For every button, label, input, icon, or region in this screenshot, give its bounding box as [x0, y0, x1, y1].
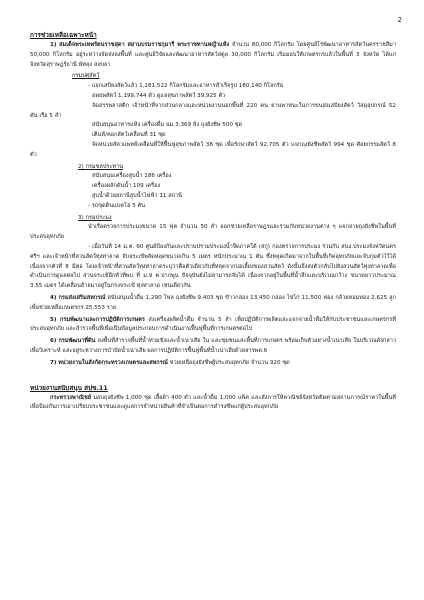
item-title: กรมพัฒนาและการปฏิบัติการเกษตร [59, 316, 145, 323]
item-text: ช่วยเหลือถุงยังชีพผู้ประสบอุทกภัย จำนวน 920 ชุด [169, 359, 290, 366]
list-item: นำเรือตรวจการประมงขนาด 15 ฟุต จำนวน 50 ลำ ออกช่วยเหลือราษฎรและร่วมกับหน่วยงานต่าง ๆ แจกจ่ายถุงยังชีพในพื้นที่ประสบอุทกภัย [30, 224, 396, 241]
paragraph-land-development [30, 337, 396, 357]
sub-heading-livestock-dept: กรมปศุสัตว์ [72, 73, 100, 80]
item-title: กรมส่งเสริมสหกรณ์ [58, 294, 106, 301]
paragraph-1 [30, 41, 396, 70]
page-number: 2 [397, 16, 402, 24]
item-number: 4) [50, 294, 57, 301]
list-item: เครื่องผลักดันน้ำ 109 เครื่อง [92, 183, 161, 190]
item-title: หน่วยงานในสังกัดกระทรวงเกษตรและสหกรณ์ [58, 359, 168, 366]
item-number: 1) [50, 42, 57, 48]
item-number: 7) [50, 359, 57, 366]
list-item: สนับสนุนอาหารแห้ง เครื่องดื่ม นม 3,369 ลิ่ง ถุงยังชีพ 500 ชุด [92, 122, 243, 129]
list-item: จัดหน่วยสัตวแพทย์เคลื่อนที่ให้ฟื้นฟูสุขภาพสัตว์ 38 ชุด เพื่อรักษาสัตว์ 92,705 ตัว แจกถุงยังชีพสัตว์ 994 ชุด ศัลยกรรมสัตว์ 8 ตัว [30, 141, 396, 158]
paragraph-agri-operations [30, 316, 396, 336]
section-heading-immediate-aid: การช่วยเหลือเฉพาะหน้า [30, 31, 97, 39]
list-item: จัดสรรพลาสติก เจ้าหน้าที่จากส่วนกลางและหน่วยงานนอกพื้นที่ 220 คน ยานพาหนะในการขนส่งเสบียงสัตว์ วัสดุอุปกรณ์ 52 คัน เรือ 5 ลำ [30, 102, 396, 119]
list-item: - เมื่อวันที่ 14 ม.ค. 60 ศูนย์ป้องกันและปราบปรามประมงน้ำจืดภาคใต้ (สกู) กองตรวจการประมง ร่วมกับ สนง.ประมงจังหวัดนครศรีฯ และเจ้าหน้าที่สวนสัตว์ทุ่งท่าลาด จับจระเข้พลัดหลุดขนาดเกิน 5 เมตร หนักประมาณ 1 ตัน ซึ่งหลุดเกิดมาจากในพื้นที่เกิดอุทกภัยและจับกุมตัวไว้ได้เนื่องจากตัวที่ 8 มีค่อ โดยเจ้าหน้าที่สวนสัตว์ทุ่งท่าลาดระบุว่าคือตัวเดียวกับที่หลุดจากบ่อเลี้ยงของสวนสัตว์ ดังนั้นจึงส่งตัวกลับไปยังสวนสัตว์ทุ่งท่าลาดเพื่อดำเนินการดูแลต่อไป ส่วนจระเข้อีกตัวที่พบ ที่ ม.9 ต.ปากพูน ปัจจุบันยังไม่สามารถจับได้ เนื่องจากอยู่ในพื้นที่น้ำลึกและบริเวณกว้าง ขนาดยาวประมาณ 3.55 เมตร ได้เคลื่อนย้ายมาอยู่ในกรงจระเข้ ทุ่งท่าลาด เช่นเดียวกัน [30, 243, 396, 290]
paragraph-ministry-units [30, 359, 396, 369]
item-number: 5) [50, 316, 57, 323]
item-number: 6) [50, 338, 57, 345]
item-title: สมเด็จพระเทพรัตนราชสุดา สยามบรมราชกุมารี พระราชทานหญ้าแห้ง [59, 42, 230, 48]
sub-heading-fisheries-dept: 3) กรมประมง [78, 214, 112, 221]
paragraph-commerce-ministry [30, 394, 396, 414]
item-text: จำนวน 80,000 กิโลกรัม โดยศูนย์ไร่พัฒนาอาหารสัตว์นครราชสีมา 50,000 กิโลกรัม อยู่ระหว่างจัดส่งลงพื้นที่ และศูนย์วิจัยและพัฒนาอาหารสัตว์สตูล 30,000 กิโลกรัม เริ่มมอบให้เกษตรกรแล้วในพื้นที่ 3 จังหวัด ได้แก่ จังหวัดสุราษฎร์ธานี พัทลุง สงขลา [30, 42, 396, 68]
sub-heading-irrigation-dept: 2) กรมชลประทาน [78, 163, 124, 170]
list-item: สูบน้ำด้วยสถานีสูบน้ำไฟฟ้า 11 สถานี [92, 192, 182, 199]
list-item: อพยพสัตว์ 1,199,744 ตัว ดูแลสุขภาพสัตว์ 39,925 ตัว [92, 92, 226, 99]
item-title: กรมพัฒนาที่ดิน [58, 338, 96, 345]
item-text: ลงพื้นที่สำรวจพื้นที่น้ำท่วมขังและน้ำเน่าเสีย ใน และชุมชนและพื้นที่การเกษตร พร้อมเก็บตัวอย่างน้ำเน่าเสีย ในบริเวณดังกล่าวเพื่อวิเคราะห์ และอยู่ระหว่างการบำบัดน้ำเน่าเสีย ผลการปฏิบัติการฟื้นฟูพื้นที่น้ำเน่าเสียด้วยสารพด.6 [30, 338, 397, 354]
list-item: - รถขุดดินแบคโฮ 5 คัน [88, 202, 146, 209]
item-text: สนับสนุนน้ำดื่ม 1,290 โหล ถุงยังชีพ 9,403 ชุด ข้าวกล่อง 13,450 กล่อง ไข่ไก่ 11,500 ฟอง กล้วยหอมทอง 2,625 ลูก เพื่อช่วยเหลือเกษตรกร 25,553 ราย [30, 294, 396, 311]
item-text: ส่งเครื่องผลิตน้ำดื่ม จำนวน 5 ลำ เพื่อปฏิบัติการผลิตและแจกจ่ายน้ำดื่มให้กับประชาชนและเกษตรกรที่ประสบอุทกภัย และสำรวจพื้นที่เพื่อเป็นข้อมูลประกอบการดำเนินงานฟื้นฟูพื้นที่การเกษตรต่อไป [30, 316, 396, 333]
paragraph-cooperatives [30, 294, 396, 314]
list-item: เต็นท์/คอกสัตว์เคลื่อนที่ 31 ชุด [92, 132, 166, 139]
list-item: - แจกเสบียงสัตว์แล้ว 1,281,522 กิโลกรัมและอาหารสำเร็จรูป 180,140 กิโลกรัม [88, 83, 284, 90]
section-heading-support-units: หน่วยงานสนับสนุน สปข.11 [30, 383, 108, 392]
item-title: กระทรวงพาณิชย์ [50, 394, 92, 401]
list-item: สนับสนุนเครื่องสูบน้ำ 186 เครื่อง [92, 173, 172, 180]
item-text: มอบถุงยังชีพ 1,000 ชุด เสื้อผ้า 400 ตัว และน้ำดื่ม 1,000 แพ็ค และสั่งการให้พาณิชย์จังหวัดติดตามสถานการณ์ราคาในพื้นที่เพื่อป้องกันการเอาเปรียบประชาชนและดูแลการจำหน่ายสินค้าที่จำเป็นต่อการดำรงชีพแก่ผู้ประสบอุทกภัย [30, 394, 396, 411]
